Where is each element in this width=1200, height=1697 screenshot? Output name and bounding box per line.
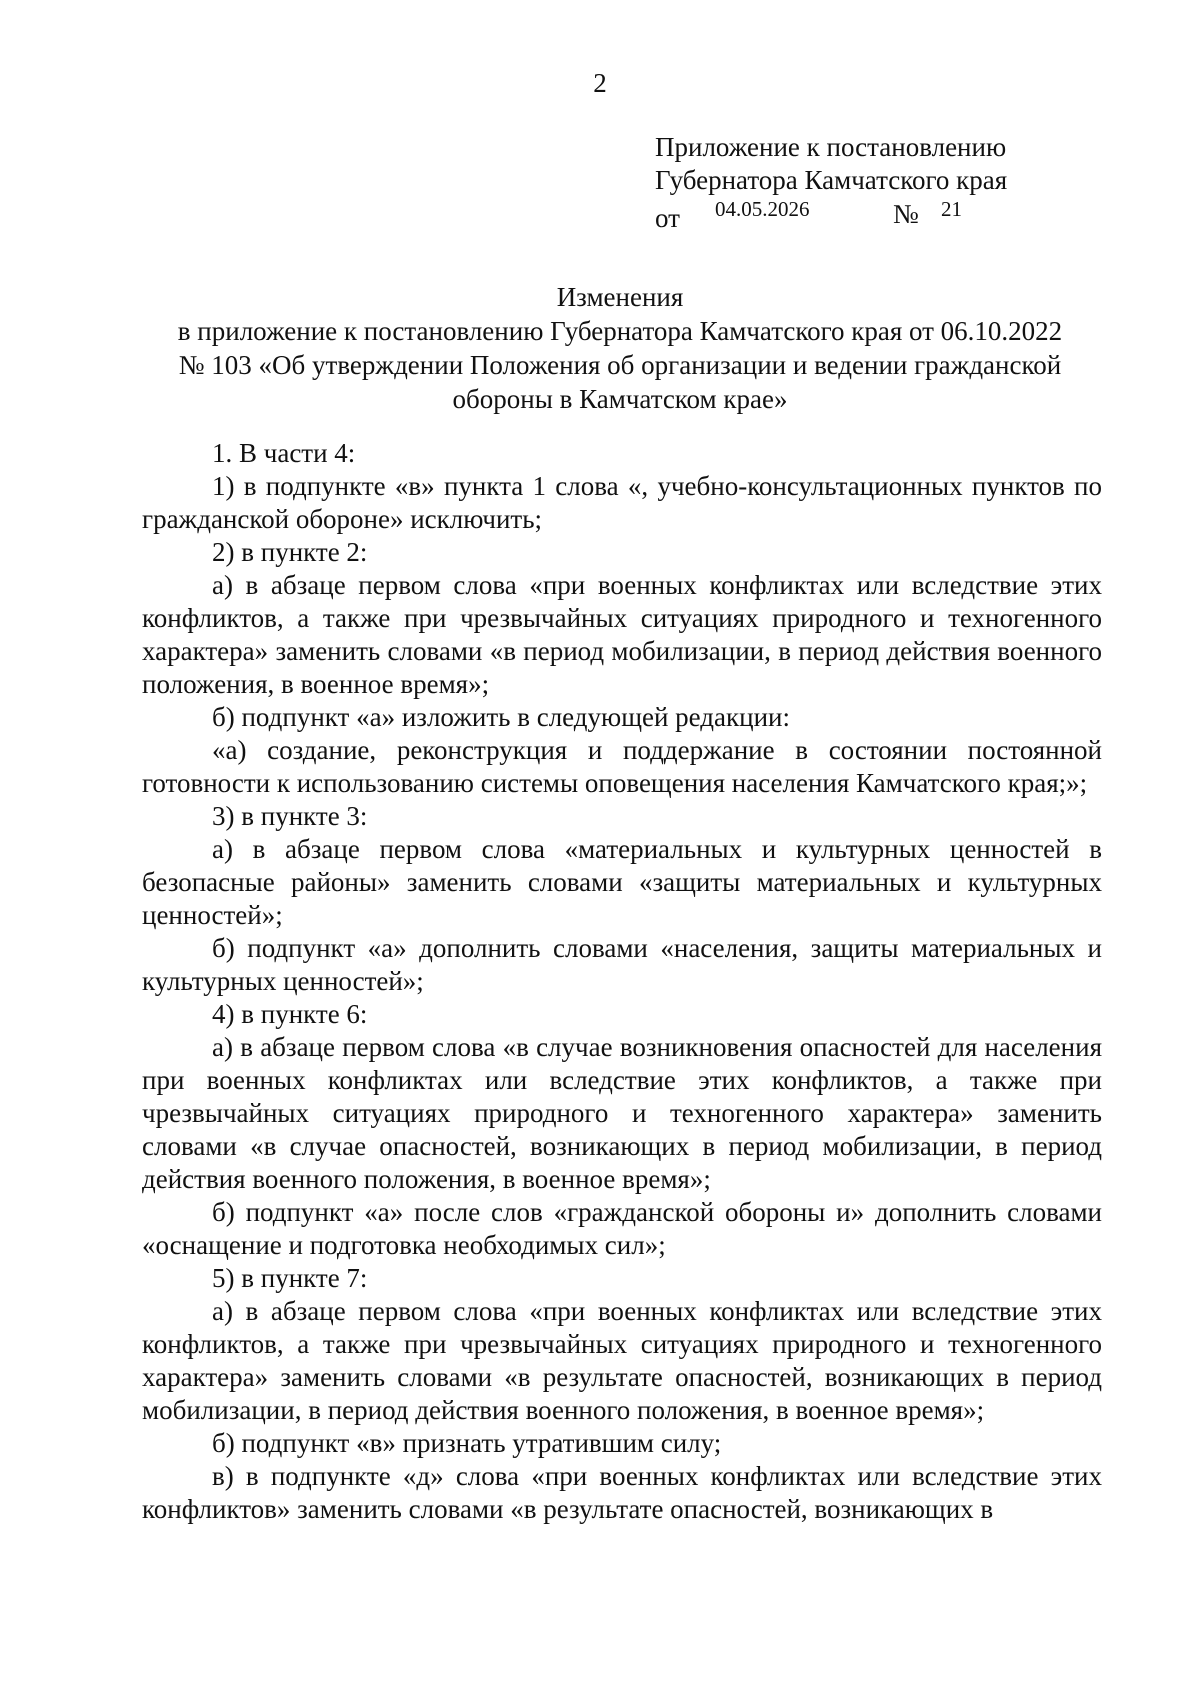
- appendix-meta: [655, 197, 1007, 233]
- paragraph: а) в абзаце первом слова «материальных и культурных ценностей в безопасные районы» заменить словами «защиты материальных и культурных ценностей»;: [142, 834, 1102, 930]
- number-label: №: [893, 199, 919, 229]
- paragraph: б) подпункт «а» после слов «гражданской обороны и» дополнить словами «оснащение и подготовка необходимых сил»;: [142, 1197, 1102, 1260]
- paragraph: в) в подпункте «д» слова «при военных конфликтах или вследствие этих конфликтов» заменить словами «в результате опасностей, возникающих в: [142, 1461, 1102, 1524]
- appendix-header: [655, 131, 1008, 233]
- paragraph: «а) создание, реконструкция и поддержание в состоянии постоянной готовности к использованию системы оповещения населения Камчатского края;»;: [142, 735, 1102, 798]
- paragraph: 3) в пункте 3:: [212, 801, 368, 831]
- title-line-2: в приложение к постановлению Губернатора Камчатского края от 06.10.2022: [177, 316, 1063, 346]
- paragraph: а) в абзаце первом слова «при военных конфликтах или вследствие этих конфликтов, а также при чрезвычайных ситуациях природного и техногенного характера» заменить словами «в результате опасностей, возникающих в период мобилизации, в период действия военного положения, в военное время»;: [142, 1296, 1102, 1425]
- paragraph: б) подпункт «а» дополнить словами «населения, защиты материальных и культурных ценностей»;: [142, 933, 1102, 996]
- from-label: от: [655, 203, 680, 233]
- page-number: 2: [593, 68, 607, 98]
- paragraph: 5) в пункте 7:: [212, 1263, 368, 1293]
- document-title: [140, 280, 1100, 416]
- paragraph: 4) в пункте 6:: [212, 999, 368, 1029]
- paragraph: б) подпункт «а» изложить в следующей редакции:: [212, 702, 790, 732]
- title-line-3: № 103 «Об утверждении Положения об организации и ведении гражданской: [178, 350, 1062, 380]
- paragraph: а) в абзаце первом слова «в случае возникновения опасностей для населения при военных конфликтах или вследствие этих конфликтов, а также при чрезвычайных ситуациях природного и техногенного характера» заменить словами «в случае опасностей, возникающих в период мобилизации, в период действия военного положения, в военное время»;: [142, 1032, 1102, 1194]
- paragraph: 1) в подпункте «в» пункта 1 слова «, учебно-консультационных пунктов по гражданской обороне» исключить;: [142, 471, 1102, 534]
- title-line-4: обороны в Камчатском крае»: [452, 384, 788, 414]
- paragraph: 1. В части 4:: [212, 438, 356, 468]
- appendix-line-1: Приложение к постановлению: [655, 132, 1007, 162]
- appendix-line-2: Губернатора Камчатского края: [655, 165, 1008, 195]
- document-date: 04.05.2026: [715, 197, 810, 221]
- document-body: [142, 437, 1102, 1526]
- title-line-1: Изменения: [556, 282, 684, 312]
- paragraph: а) в абзаце первом слова «при военных конфликтах или вследствие этих конфликтов, а также при чрезвычайных ситуациях природного и техногенного характера» заменить словами «в период мобилизации, в период действия военного положения, в военное время»;: [142, 570, 1102, 699]
- paragraph: б) подпункт «в» признать утратившим силу;: [212, 1428, 722, 1458]
- paragraph: 2) в пункте 2:: [212, 537, 368, 567]
- document-number: 21: [941, 197, 962, 221]
